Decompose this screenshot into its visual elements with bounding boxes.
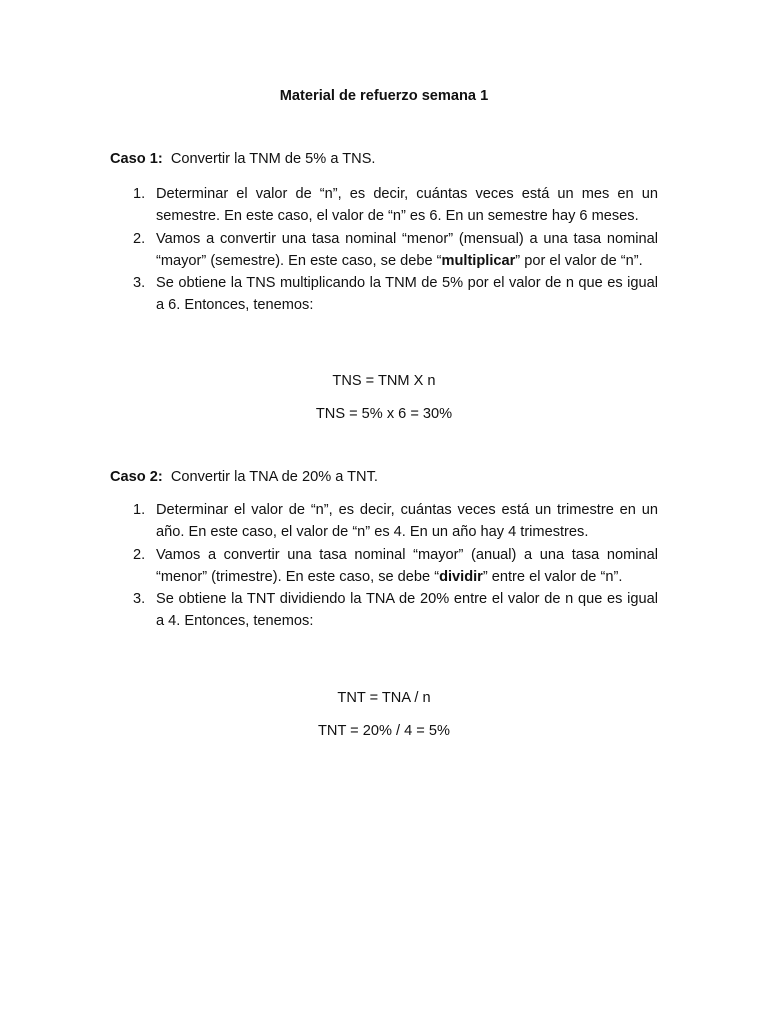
case2-formula-general: TNT = TNA / n xyxy=(337,690,431,706)
case1-steps-list xyxy=(110,183,658,317)
list-item xyxy=(110,272,658,317)
list-item xyxy=(110,228,658,273)
case1-formula-result: TNS = 5% x 6 = 30% xyxy=(315,406,453,422)
case2-steps-list xyxy=(110,499,658,633)
step-number: 2. xyxy=(133,230,146,247)
step-text: Determinar el valor de “n”, es decir, cuántas veces está un trimestre en un año. En este caso, el valor de “n” es 4. En un año hay 4 trimestres. xyxy=(156,502,658,541)
step-emphasis: multiplicar xyxy=(441,252,516,269)
case1-formula-general: TNS = TNM X n xyxy=(332,373,436,389)
case2-statement: Convertir la TNA de 20% a TNT. xyxy=(170,469,378,485)
step-text: Se obtiene la TNT dividiendo la TNA de 20% entre el valor de n que es igual a 4. Entonces, tenemos: xyxy=(156,591,658,630)
step-number: 1. xyxy=(133,502,146,518)
step-text: Se obtiene la TNS multiplicando la TNM de 5% por el valor de n que es igual a 6. Entonces, tenemos: xyxy=(156,275,658,314)
list-item xyxy=(110,183,658,228)
list-item xyxy=(110,588,658,633)
list-item xyxy=(110,499,658,544)
case2-formula-result: TNT = 20% / 4 = 5% xyxy=(318,723,450,739)
step-text-before: Vamos a convertir una tasa nominal “mayor” (anual) a una tasa nominal “menor” (trimestre). En este caso, se debe “ xyxy=(156,546,658,585)
step-text-before: Vamos a convertir una tasa nominal “menor” (mensual) a una tasa nominal “mayor” (semestre). En este caso, se debe “ xyxy=(156,230,658,269)
case2-heading xyxy=(110,469,670,485)
step-text: Determinar el valor de “n”, es decir, cuántas veces está un mes en un semestre. En este caso, el valor de “n” es 6. En un semestre hay 6 meses. xyxy=(156,186,658,225)
step-number: 3. xyxy=(133,275,146,292)
case1-statement: Convertir la TNM de 5% a TNS. xyxy=(170,151,376,167)
case2-label: Caso 2: xyxy=(110,469,163,485)
list-item xyxy=(110,544,658,589)
step-number: 3. xyxy=(133,591,146,608)
step-number: 1. xyxy=(133,186,146,202)
step-text-after: ” entre el valor de “n”. xyxy=(482,568,623,585)
step-text-after: ” por el valor de “n”. xyxy=(515,252,643,269)
case1-heading xyxy=(110,151,670,167)
document-title: Material de refuerzo semana 1 xyxy=(279,88,489,104)
step-emphasis: dividir xyxy=(439,568,483,585)
step-number: 2. xyxy=(133,546,146,563)
case1-label: Caso 1: xyxy=(110,151,163,167)
